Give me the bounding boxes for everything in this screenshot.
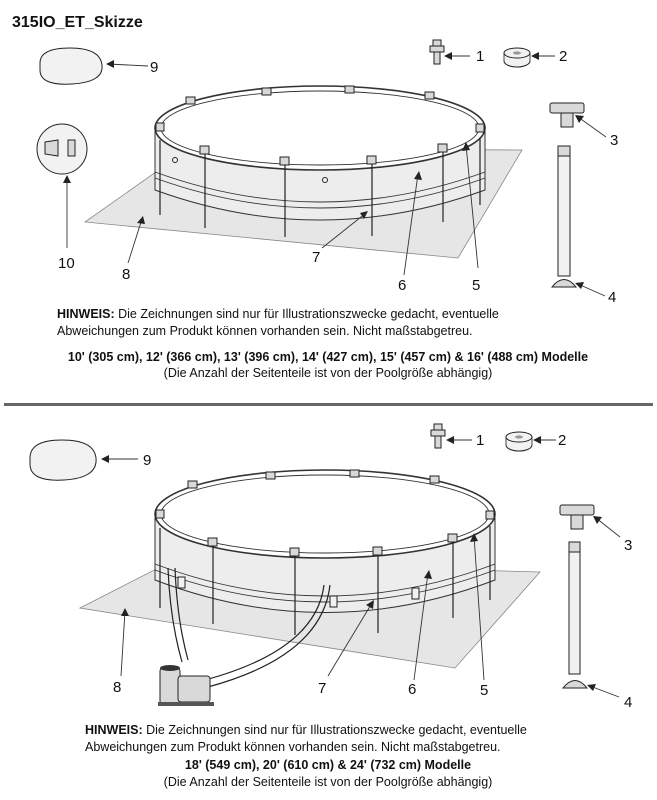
label-2: 2 xyxy=(558,432,567,449)
label-3: 3 xyxy=(624,537,633,554)
vertical-leg-icon xyxy=(563,542,587,688)
label-6: 6 xyxy=(398,277,407,294)
plunger-valve-icon xyxy=(37,124,87,174)
note-line-2: Abweichungen zum Produkt können vorhanden sein. Nicht maßstabgetreu. xyxy=(57,324,473,338)
label-3: 3 xyxy=(610,132,619,149)
label-5: 5 xyxy=(480,682,489,699)
note-line-1: HINWEIS: Die Zeichnungen sind nur für Illustrationszwecke gedacht, eventuelle xyxy=(85,723,527,737)
note-line-1: HINWEIS: Die Zeichnungen sind nur für Illustrationszwecke gedacht, eventuelle xyxy=(57,307,499,321)
models-heading: 18' (549 cm), 20' (610 cm) & 24' (732 cm) Modelle xyxy=(184,758,472,772)
label-4: 4 xyxy=(624,694,633,711)
label-1: 1 xyxy=(476,432,485,449)
label-7: 7 xyxy=(312,249,321,266)
label-9: 9 xyxy=(150,59,159,76)
label-7: 7 xyxy=(318,680,327,697)
vertical-leg-icon xyxy=(552,146,576,287)
label-5: 5 xyxy=(472,277,481,294)
t-connector-icon xyxy=(560,505,594,529)
bottom-section xyxy=(30,424,632,789)
models-subtext: (Die Anzahl der Seitenteile ist von der Poolgröße abhängig) xyxy=(163,775,493,789)
top-rail-ring-large xyxy=(155,470,495,558)
label-8: 8 xyxy=(122,266,131,283)
label-2: 2 xyxy=(559,48,568,65)
seal-ring-icon xyxy=(506,432,532,451)
label-1: 1 xyxy=(476,48,485,65)
filter-pump-icon xyxy=(158,665,214,706)
label-9: 9 xyxy=(143,452,152,469)
drain-plug-icon xyxy=(430,40,444,64)
label-4: 4 xyxy=(608,289,617,306)
pool-cover-icon xyxy=(40,48,102,84)
inlet-valve-icon xyxy=(323,178,328,183)
models-subtext: (Die Anzahl der Seitenteile ist von der Poolgröße abhängig) xyxy=(163,366,493,380)
label-6: 6 xyxy=(408,681,417,698)
diagram-title: 315IO_ET_Skizze xyxy=(12,14,143,31)
label-8: 8 xyxy=(113,679,122,696)
pool-cover-icon xyxy=(30,440,96,480)
drain-plug-icon xyxy=(431,424,445,448)
t-connector-icon xyxy=(550,103,584,127)
top-section xyxy=(37,40,618,380)
models-heading: 10' (305 cm), 12' (366 cm), 13' (396 cm), 14' (427 cm), 15' (457 cm) & 16' (488 cm) Modelle xyxy=(67,350,589,364)
seal-ring-icon xyxy=(504,48,530,67)
section-divider xyxy=(4,403,653,406)
outlet-valve-icon xyxy=(173,158,178,163)
label-10: 10 xyxy=(58,255,75,272)
note-line-2: Abweichungen zum Produkt können vorhanden sein. Nicht maßstabgetreu. xyxy=(85,740,501,754)
